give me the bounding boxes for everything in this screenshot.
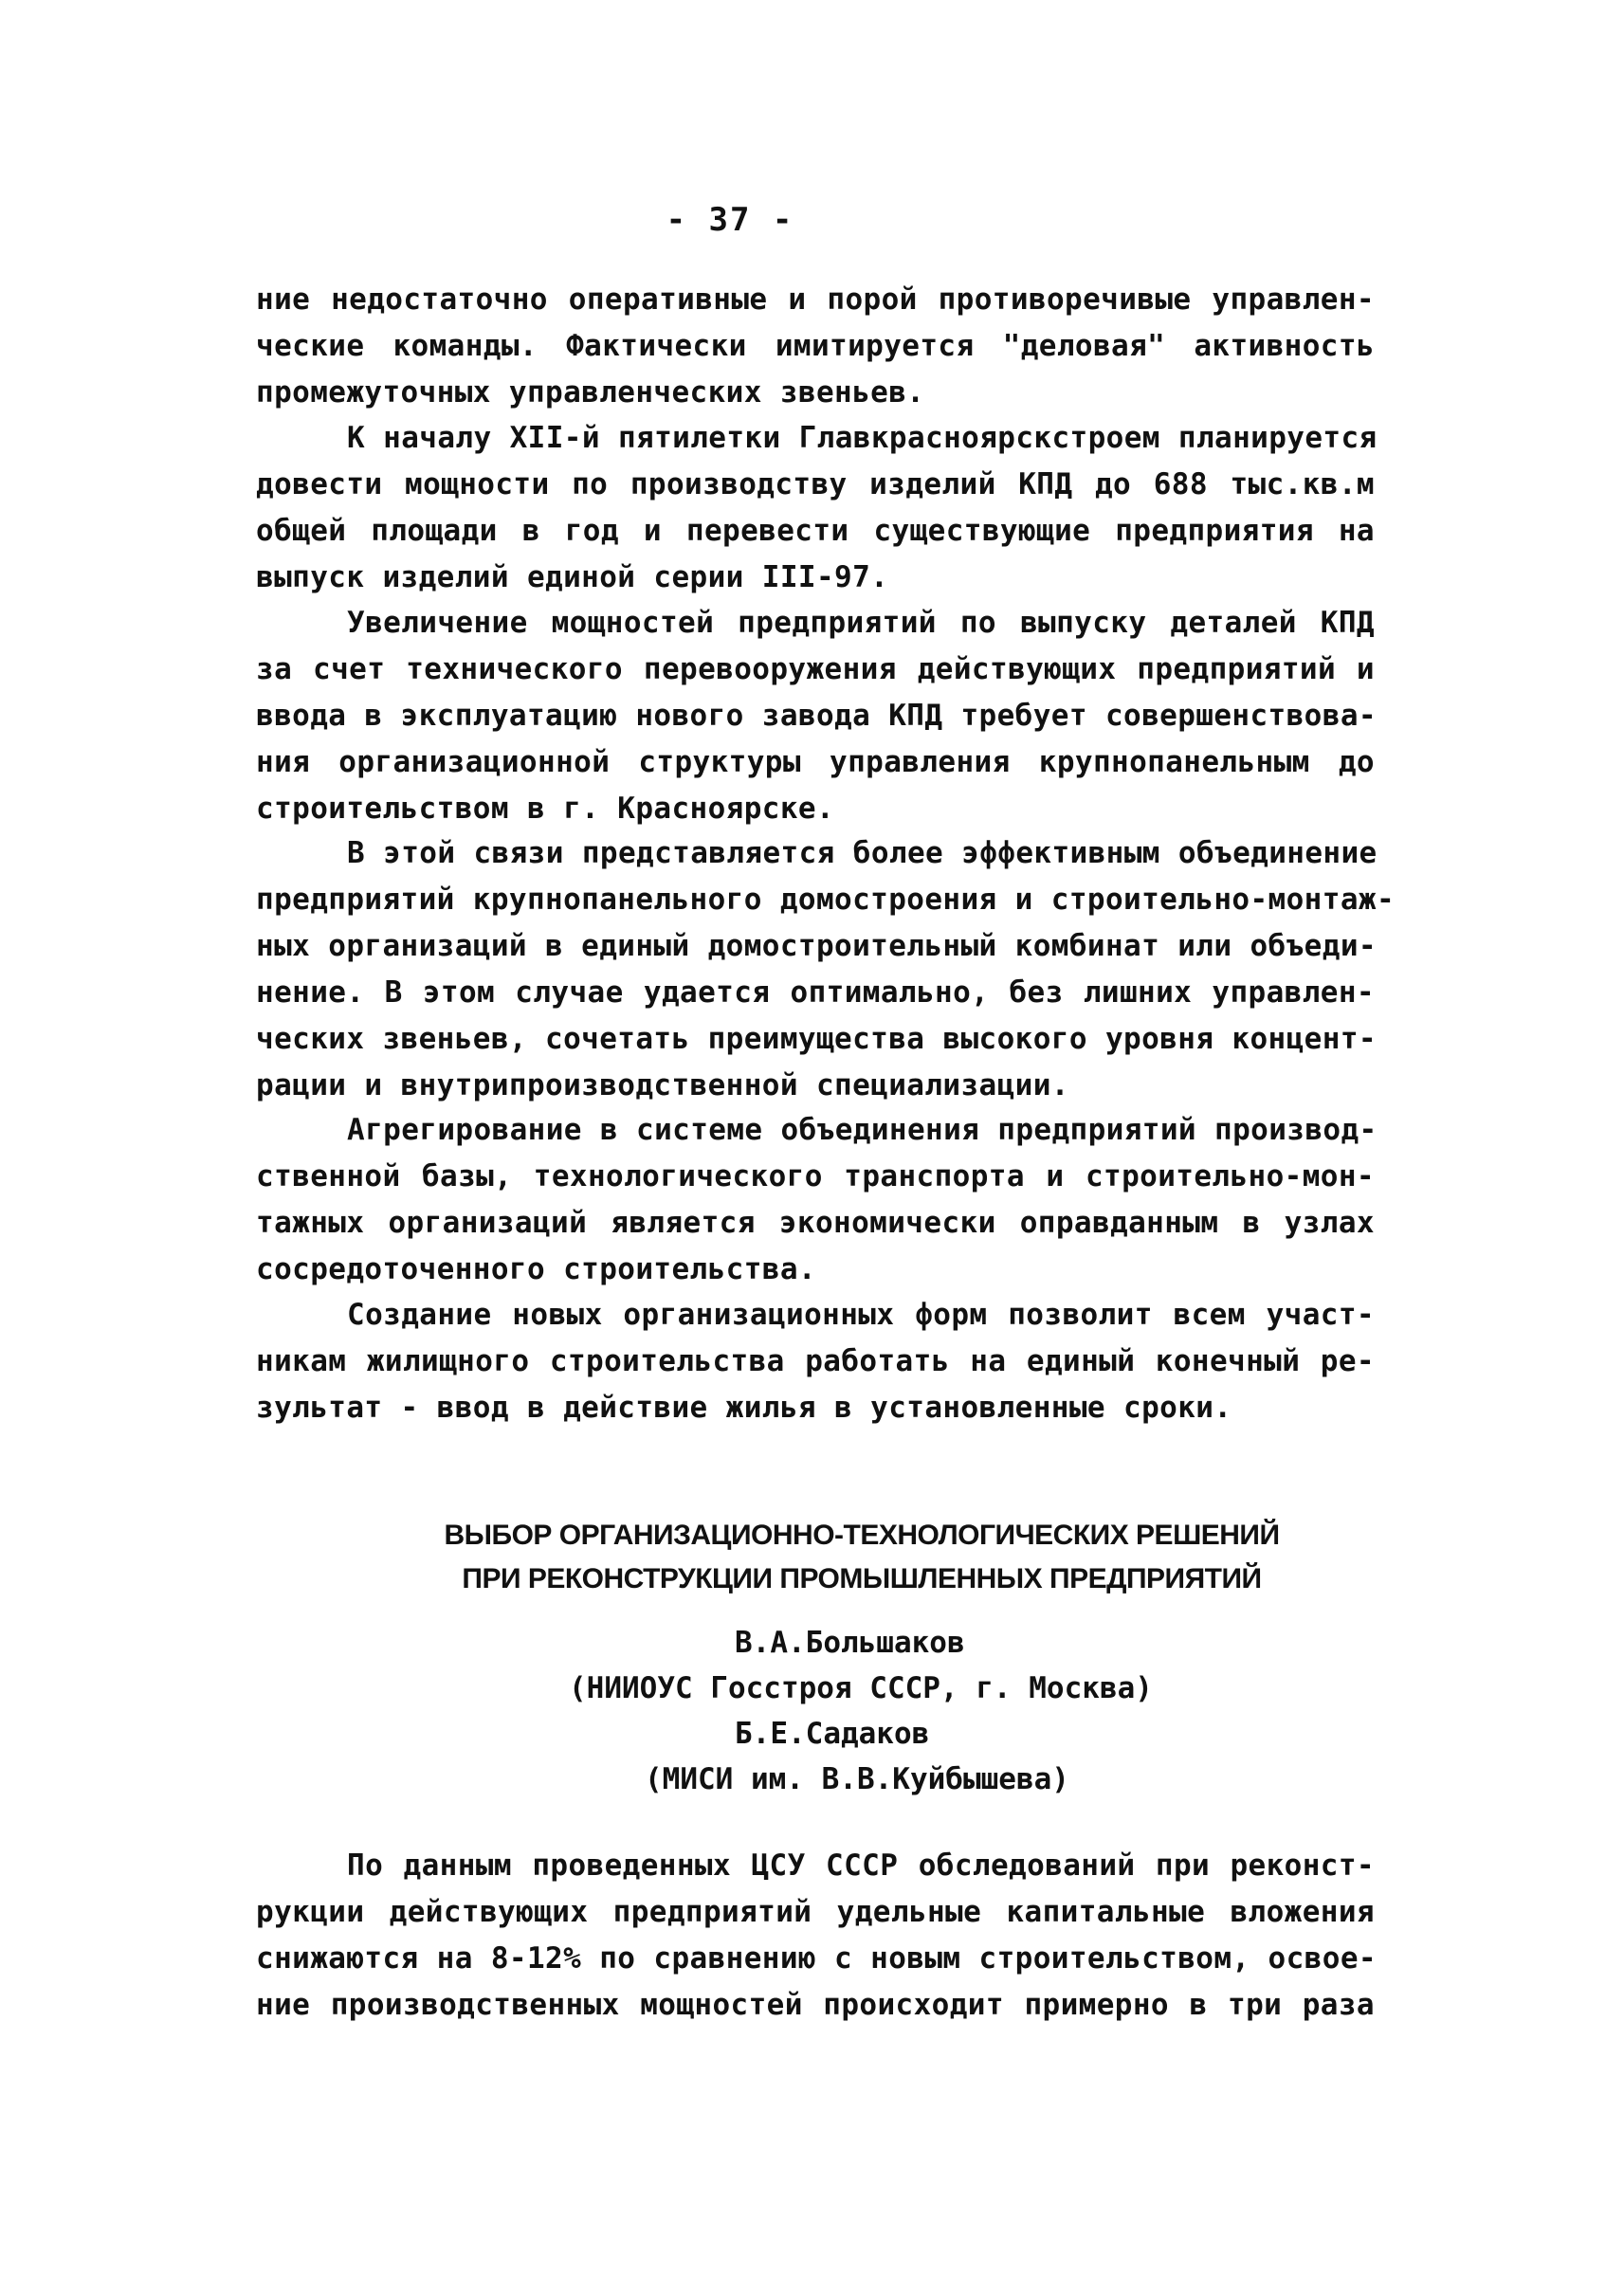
text-line: сосредоточенного строительства.: [256, 1252, 816, 1286]
text-line: В этой связи представляется более эффективным объединение: [347, 836, 1378, 870]
paragraph-4: [256, 830, 1396, 1109]
text-line: Создание новых организационных форм позволит всем участ-: [347, 1298, 1375, 1332]
paragraph-6: [256, 1292, 1375, 1431]
text-line: По данным проведенных ЦСУ СССР обследований при реконст-: [347, 1849, 1375, 1883]
paragraph-2: [256, 415, 1378, 601]
text-line: рукции действующих предприятий удельные капитальные вложения: [256, 1895, 1375, 1929]
text-line: предприятий крупнопанельного домостроения и строительно-монтаж-: [256, 883, 1396, 917]
text-line: нение. В этом случае удается оптимально, без лишних управлен-: [256, 975, 1375, 1010]
text-line: ческих звеньев, сочетать преимущества высокого уровня концент-: [256, 1022, 1377, 1056]
text-line: общей площади в год и перевести существующие предприятия на: [256, 514, 1375, 548]
affiliation-1: (НИИОУС Госстроя СССР, г. Москва): [569, 1671, 1153, 1705]
text-line: Агрегирование в системе объединения предприятий производ-: [347, 1113, 1378, 1147]
text-line: зультат - ввод в действие жилья в установленные сроки.: [256, 1391, 1232, 1425]
paragraph-1: [256, 277, 1375, 416]
text-line: строительством в г. Красноярске.: [256, 792, 835, 826]
paragraph-5: [256, 1107, 1378, 1293]
author-2: Б.Е.Садаков: [735, 1717, 930, 1751]
text-line: ние производственных мощностей происходит примерно в три раза: [256, 1988, 1375, 2022]
text-line: Увеличение мощностей предприятий по выпуску деталей КПД: [347, 606, 1375, 640]
paragraph-3: [256, 600, 1375, 832]
text-line: довести мощности по производству изделий КПД до 688 тыс.кв.м: [256, 467, 1375, 501]
text-line: выпуск изделий единой серии III-97.: [256, 560, 889, 594]
text-line: промежуточных управленческих звеньев.: [256, 375, 925, 410]
author-1: В.А.Большаков: [735, 1626, 965, 1660]
article-title-line-1: ВЫБОР ОРГАНИЗАЦИОННО-ТЕХНОЛОГИЧЕСКИХ РЕШЕНИЙ: [444, 1520, 1280, 1551]
text-line: ние недостаточно оперативные и порой противоречивые управлен-: [256, 282, 1375, 317]
text-line: за счет технического перевооружения действующих предприятий и: [256, 652, 1375, 686]
text-line: ческие команды. Фактически имитируется "деловая" активность: [256, 329, 1375, 363]
text-line: тажных организаций является экономически оправданным в узлах: [256, 1206, 1375, 1240]
text-line: снижаются на 8-12% по сравнению с новым строительством, освое-: [256, 1941, 1377, 1976]
text-line: ных организаций в единый домостроительный комбинат или объеди-: [256, 929, 1377, 963]
text-line: ввода в эксплуатацию нового завода КПД требует совершенствова-: [256, 699, 1377, 733]
article-title-line-2: ПРИ РЕКОНСТРУКЦИИ ПРОМЫШЛЕННЫХ ПРЕДПРИЯТИЙ: [462, 1563, 1262, 1594]
affiliation-2: (МИСИ им. В.В.Куйбышева): [645, 1762, 1069, 1796]
text-line: ственной базы, технологического транспорта и строительно-мон-: [256, 1159, 1375, 1193]
article-title: [0, 1514, 1624, 1601]
text-line: рации и внутрипроизводственной специализации.: [256, 1068, 1069, 1102]
text-line: никам жилищного строительства работать на единый конечный ре-: [256, 1344, 1375, 1378]
text-line: ния организационной структуры управления крупнопанельным до: [256, 745, 1375, 779]
page-number: - 37 -: [666, 201, 794, 239]
text-line: К началу XII-й пятилетки Главкрасноярскстроем планируется: [347, 421, 1378, 455]
article-intro-paragraph: [256, 1843, 1375, 2029]
